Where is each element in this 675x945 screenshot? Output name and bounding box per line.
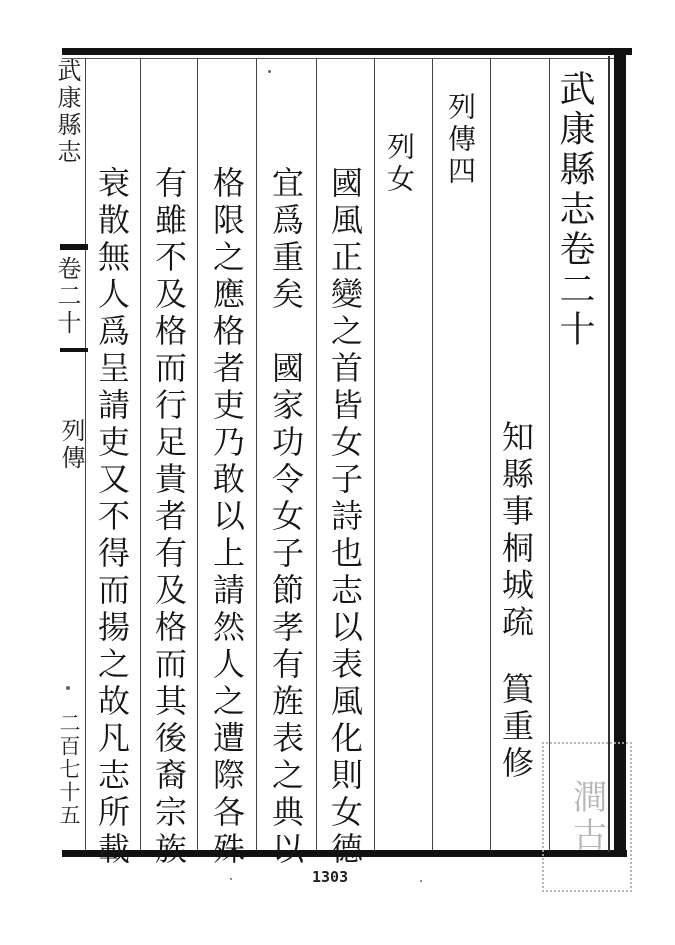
scan-speck: [268, 70, 271, 73]
right-border: [614, 48, 626, 856]
top-border-inner: [62, 58, 622, 59]
body-column: 格限之應格者吏乃敢以上請然人之遭際各殊: [208, 166, 246, 869]
subsection-heading: 列女: [383, 132, 416, 196]
column-divider: [256, 58, 257, 850]
seal-text: 澗古: [566, 779, 607, 855]
scan-speck: [420, 880, 422, 882]
top-border: [62, 48, 632, 55]
scan-speck: [66, 686, 70, 690]
column-divider: [432, 58, 433, 850]
library-seal-watermark: [542, 742, 632, 892]
body-column: 宜爲重矣 國家功令女子節孝有旌表之典以: [267, 166, 305, 869]
body-column: 衰散無人爲呈請吏又不得而揚之故凡志所載: [93, 166, 131, 869]
right-border-inner: [608, 56, 610, 852]
margin-volume: 卷二十: [53, 256, 81, 337]
margin-leaf-number: 二百七十五: [57, 712, 81, 827]
column-divider: [374, 58, 375, 850]
column-divider: [490, 58, 491, 850]
compiler-role: 篔重修: [497, 672, 535, 783]
column-divider: [197, 58, 198, 850]
body-column: 國風正變之首皆女子詩也志以表風化則女德: [326, 166, 364, 869]
margin-fishtail-mark: [60, 348, 88, 352]
scan-speck: [230, 878, 232, 880]
column-divider: [549, 58, 550, 850]
margin-section: 列傳: [57, 418, 85, 472]
section-heading: 列傳四: [444, 92, 477, 188]
margin-fishtail-mark: [60, 244, 88, 250]
column-divider: [316, 58, 317, 850]
body-column: 有雖不及格而行足貴者有及格而其後裔宗族: [150, 166, 188, 869]
volume-title: 武康縣志卷二十: [554, 70, 595, 350]
compiler-credit: 知縣事桐城疏: [497, 420, 535, 642]
column-divider: [140, 58, 141, 850]
margin-book-title: 武康縣志: [53, 58, 81, 166]
page-number: 1303: [312, 868, 349, 886]
